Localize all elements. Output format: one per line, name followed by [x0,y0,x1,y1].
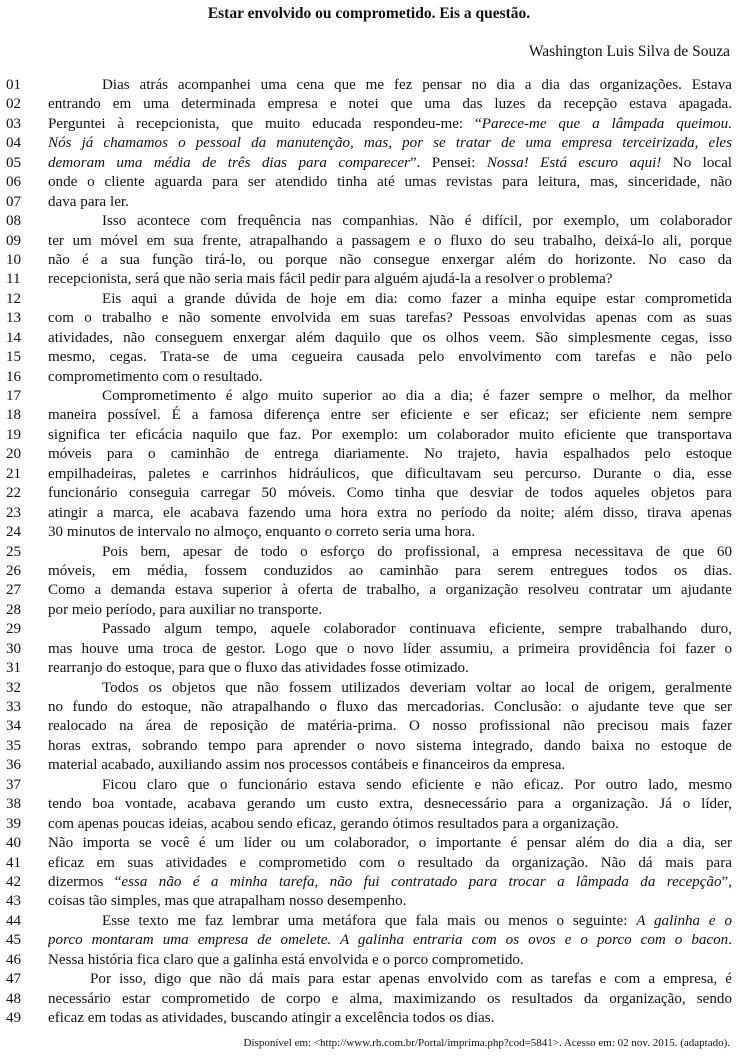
text-line [0,717,738,736]
line-number: 04 [6,135,22,152]
line-text [48,504,732,523]
text-segment: Nessa história fica claro que a galinha está envolvida e o porco comprometido. [48,951,524,968]
line-number: 44 [6,912,22,929]
text-line [0,562,738,581]
text-segment: por meio período, para auxiliar no transporte. [48,601,323,618]
text-line [0,834,738,853]
line-text [48,212,732,231]
line-number: 30 [6,640,22,657]
italic-segment: Parece-me que a lâmpada queimou. [481,115,732,132]
text-segment: atingir a marca, ele acabava fazendo uma hora extra no período da noite; além disso, tirava apenas [48,504,732,521]
text-segment: realocado na área de reposição de matéria-prima. O nosso profissional não precisou mais fazer [48,718,732,735]
line-text [48,465,732,484]
text-line [0,854,738,873]
text-segment: Esse texto me faz lembrar uma metáfora que fala mais ou menos o seguinte: [102,912,637,929]
text-segment: ”. Pensei: [409,154,487,171]
text-body [0,76,738,1028]
text-line [0,679,738,698]
text-line [0,815,738,834]
line-text [48,348,732,367]
line-text [48,737,732,756]
text-line [0,232,738,251]
text-segment: entrando em uma determinada empresa e notei que uma das luzes da recepção estava apagada. [48,96,732,113]
text-segment: não é a sua função tirá-lo, ou porque não consegue enxergar além do horizonte. No caso da [48,251,732,268]
line-number: 40 [6,835,22,852]
text-segment: Como a demanda estava superior à oferta de trabalho, a organização resolveu contratar um ajudante [48,582,732,599]
line-text [48,756,732,775]
line-text [48,990,732,1009]
text-segment: eficaz em todas as atividades, buscando atingir a excelência todos os dias. [48,1010,495,1026]
line-text [48,290,732,309]
line-text [48,698,732,717]
document-title: Estar envolvido ou comprometido. Eis a questão. [207,5,531,22]
line-number: 31 [6,660,22,677]
italic-segment: Nossa! Está escuro aqui! [486,154,662,171]
text-line [0,426,738,445]
line-number: 08 [6,213,22,230]
source-citation: Disponível em: <http://www.rh.com.br/Portal/imprima.php?cod=5841>. Acesso em: 02 nov. 2015. (adaptado). [243,1037,730,1049]
line-text [48,951,732,970]
line-number: 06 [6,174,22,191]
text-segment: com o trabalho e não somente envolvida em suas tarefas? Pessoas envolvidas apenas com as suas [48,310,732,327]
italic-segment: essa não é a minha tarefa, não fui contratado para trocar a lâmpada da recepção [121,873,722,890]
line-number: 21 [6,465,22,482]
line-number: 13 [6,310,22,327]
line-text [48,368,732,387]
line-text [48,912,732,931]
text-segment: móveis, em média, fossem conduzidos ao caminhão para serem entregues todos os dias. [48,562,732,579]
line-text [48,76,732,95]
italic-segment: A galinha e o [636,912,732,929]
line-number: 11 [6,271,21,288]
text-segment: móveis para o caminhão de entrega diariamente. No trajeto, havia espalhados pelo estoque [48,446,732,463]
line-text [48,795,732,814]
text-line [0,620,738,639]
text-line [0,873,738,892]
line-number: 28 [6,601,22,618]
text-segment: Pois bem, apesar de todo o esforço do profissional, a empresa necessitava de que 60 [102,543,732,560]
text-segment: comprometimento com o resultado. [48,368,263,385]
line-text [48,543,732,562]
line-number: 17 [6,388,22,404]
text-line [0,309,738,328]
line-text [48,134,732,153]
line-text [48,1009,732,1028]
text-segment: necessário estar comprometido de corpo e alma, maximizando os resultados da organização, sendo [48,990,732,1007]
text-line [0,270,738,289]
line-number: 26 [6,562,22,579]
line-number: 03 [6,115,22,132]
text-segment: horas extras, sobrando tempo para aprender o novo sistema integrado, dando baixa no estoque de [48,737,732,754]
line-text [48,154,732,173]
line-number: 19 [6,426,22,443]
line-number: 45 [6,932,22,949]
line-number: 20 [6,446,22,463]
text-line [0,95,738,114]
text-line [0,290,738,309]
text-line [0,76,738,95]
line-number: 29 [6,621,22,638]
line-text [48,854,732,873]
text-line [0,368,738,387]
line-number: 02 [6,96,22,113]
text-segment: Todos os objetos que não fossem utilizados deveriam voltar ao local de origem, geralmente [102,679,732,696]
line-text [48,251,732,270]
line-number: 25 [6,543,22,560]
text-segment: mas houve uma troca de gestor. Logo que o novo líder assumiu, a primeira providência foi fazer o [48,640,732,657]
text-line [0,523,738,542]
text-segment: funcionário conseguia carregar 50 móveis. Como tinha que desviar de todos aqueles objetos para [48,485,732,502]
line-number: 18 [6,407,22,424]
italic-segment: porco montaram uma empresa de omelete. A galinha entraria com os ovos e o porco com o bacon [48,932,729,949]
line-number: 46 [6,951,22,968]
text-segment: Ficou claro que o funcionário estava sendo eficiente e não eficaz. Por outro lado, mesmo [102,776,732,793]
line-number: 41 [6,854,22,871]
line-text [48,601,732,620]
line-text [48,659,732,678]
text-line [0,640,738,659]
text-segment: maneira possível. É a famosa diferença entre ser eficiente e ser eficaz; ser eficiente nem sempre [48,407,732,424]
text-line [0,387,738,406]
text-line [0,154,738,173]
line-number: 27 [6,582,22,599]
text-line [0,601,738,620]
line-number: 48 [6,990,22,1007]
line-text [48,640,732,659]
text-segment: rearranjo do estoque, para que o fluxo das atividades fosse otimizado. [48,660,469,677]
text-segment: 30 minutos de intervalo no almoço, enquanto o correto seria uma hora. [48,524,476,541]
text-segment: Por isso, digo que não dá mais para estar apenas envolvido com as tarefas e com a empresa, é [90,971,732,988]
text-line [0,445,738,464]
text-line [0,659,738,678]
line-text [48,193,732,212]
line-number: 23 [6,504,22,521]
text-segment: Dias atrás acompanhei uma cena que me fez pensar no dia a dia das organizações. Estava [102,77,732,93]
text-line [0,134,738,153]
line-text [48,873,732,892]
text-segment: Não importa se você é um líder ou um colaborador, o importante é pensar além do dia a dia, ser [48,835,732,852]
line-text [48,270,732,289]
text-segment: coisas tão simples, mas que atrapalham nosso desempenho. [48,893,407,910]
line-text [48,834,732,853]
text-segment: no fundo do estoque, não atrapalhando o fluxo das mercadorias. Conclusão: o ajudante teve que ser [48,699,732,715]
text-line [0,698,738,717]
line-number: 34 [6,718,22,735]
line-number: 47 [6,971,22,988]
line-number: 42 [6,873,22,890]
line-number: 16 [6,368,22,385]
text-line [0,406,738,425]
italic-segment: demoram uma média de três dias para comparecer [48,154,410,171]
line-number: 49 [6,1010,22,1026]
line-number: 37 [6,776,22,793]
line-text [48,445,732,464]
line-number: 24 [6,524,22,541]
line-number: 14 [6,329,22,346]
line-number: 09 [6,232,22,249]
text-segment: material acabado, auxiliando assim nos processos contábeis e financeiros da empresa. [48,757,566,774]
text-segment: significa ter eficácia naquilo que faz. Por exemplo: um colaborador muito eficiente que transportava [48,426,732,443]
line-text [48,562,732,581]
line-text [48,620,732,639]
line-number: 15 [6,349,22,366]
text-segment: dava para ler. [48,193,129,210]
line-text [48,581,732,600]
line-text [48,232,732,251]
line-text [48,892,732,911]
text-line [0,970,738,989]
text-line [0,990,738,1009]
line-text [48,815,732,834]
text-segment: . [728,932,732,949]
line-text [48,970,732,989]
text-segment: No local [661,154,732,171]
line-number: 05 [6,154,22,171]
line-text [48,329,732,348]
text-line [0,1009,738,1028]
text-line [0,912,738,931]
text-segment: Comprometimento é algo muito superior ao dia a dia; é fazer sempre o melhor, da melhor [102,388,732,404]
line-number: 36 [6,757,22,774]
line-number: 43 [6,893,22,910]
text-segment: onde o cliente aguarda para ser atendido tinha até umas revistas para leitura, mas, sinceridade, não [48,174,732,191]
text-segment: tendo boa vontade, acabava gerando um custo extra, desnecessário para a organização. Já o líder, [48,796,732,813]
text-line [0,465,738,484]
text-line [0,193,738,212]
text-line [0,173,738,192]
text-line [0,951,738,970]
text-segment: empilhadeiras, paletes e carrinhos hidráulicos, que dificultavam seu percurso. Durante o dia, esse [48,465,732,482]
line-text [48,523,732,542]
text-segment: ”, [721,873,732,890]
text-line [0,776,738,795]
text-line [0,348,738,367]
text-line [0,115,738,134]
text-line [0,931,738,950]
line-text [48,406,732,425]
text-line [0,892,738,911]
line-text [48,679,732,698]
author-name: Washington Luis Silva de Souza [528,43,730,60]
line-text [48,776,732,795]
text-segment: dizermos “ [48,873,122,890]
text-segment: Passado algum tempo, aquele colaborador continuava eficiente, sempre trabalhando duro, [102,621,732,638]
text-segment: Perguntei à recepcionista, que muito educada respondeu-me: “ [48,115,482,132]
line-text [48,95,732,114]
line-text [48,387,732,406]
line-text [48,717,732,736]
line-number: 33 [6,699,22,715]
line-text [48,484,732,503]
text-segment: Eis aqui a grande dúvida de hoje em dia: como fazer a minha equipe estar comprometida [102,290,732,307]
text-segment: atividades, não conseguem enxergar além daquilo que os olhos veem. São simplesmente cegas, isso [48,329,732,346]
line-number: 12 [6,290,22,307]
text-line [0,795,738,814]
line-text [48,931,732,950]
text-line [0,212,738,231]
line-number: 07 [6,193,22,210]
text-line [0,251,738,270]
line-number: 35 [6,737,22,754]
line-number: 10 [6,251,22,268]
text-line [0,484,738,503]
line-number: 38 [6,796,22,813]
text-segment: Isso acontece com frequência nas companhias. Não é difícil, por exemplo, um colaborador [102,213,732,230]
line-text [48,173,732,192]
line-text [48,426,732,445]
text-segment: mesmo, cegas. Trata-se de uma cegueira causada pelo envolvimento com tarefas e não pelo [48,349,732,366]
text-line [0,581,738,600]
text-line [0,504,738,523]
text-line [0,737,738,756]
text-segment: eficaz em suas atividades e comprometido com o resultado da organização. Não dá mais para [48,854,732,871]
line-number: 32 [6,679,22,696]
line-number: 39 [6,815,22,832]
line-number: 01 [6,77,22,93]
italic-segment: Nós já chamamos o pessoal da manutenção, mas, por se tratar de uma empresa terceirizada, eles [48,135,732,152]
text-segment: com apenas poucas ideias, acabou sendo eficaz, gerando ótimos resultados para a organização. [48,815,619,832]
line-text [48,309,732,328]
text-segment: recepcionista, será que não seria mais fácil pedir para alguém ajudá-la a resolver o problema? [48,271,613,288]
line-number: 22 [6,485,22,502]
line-text [48,115,732,134]
text-line [0,329,738,348]
text-segment: ter um móvel em sua frente, atrapalhando a passagem e o fluxo do seu trabalho, deixá-lo ali, porque [48,232,732,249]
text-line [0,756,738,775]
text-line [0,543,738,562]
